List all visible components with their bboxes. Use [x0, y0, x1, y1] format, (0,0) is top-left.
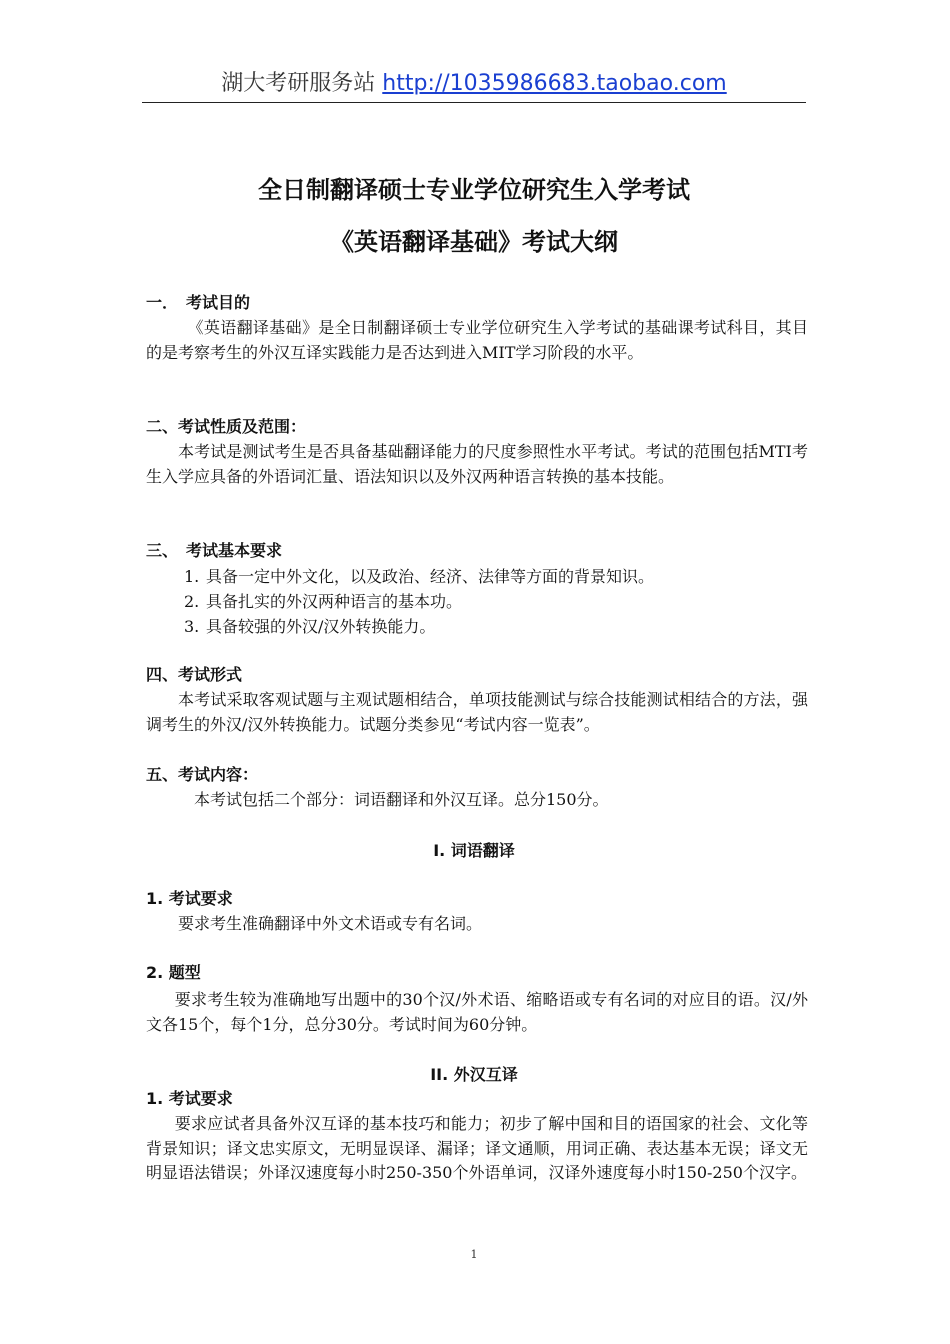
document-subtitle: 《英语翻译基础》考试大纲 [330, 228, 618, 256]
part-1-title: I. 词语翻译 [433, 841, 515, 860]
section-1-title: 考试目的 [186, 293, 251, 312]
section-5-body: 本考试包括二个部分：词语翻译和外汉互译。总分150分。 [194, 790, 609, 809]
section-1-number: 一． [146, 293, 179, 312]
list-item-text: 具备较强的外汉/汉外转换能力。 [206, 617, 436, 636]
header-divider [142, 102, 806, 103]
list-item [184, 566, 654, 588]
section-2-heading: 二、考试性质及范围： [146, 417, 307, 436]
page-header [142, 66, 806, 102]
list-item-number: 3. [184, 617, 200, 636]
section-4-body: 本考试采取客观试题与主观试题相结合，单项技能测试与综合技能测试相结合的方法，强调考生的外汉/汉外转换能力。试题分类参见“考试内容一览表”。 [146, 690, 808, 734]
section-1-heading [146, 292, 250, 314]
list-item-number: 1. [184, 567, 200, 586]
part-1-requirements-body: 要求考生准确翻译中外文术语或专有名词。 [178, 914, 483, 933]
list-item [184, 591, 462, 613]
section-1-body: 《英语翻译基础》是全日制翻译硕士专业学位研究生入学考试的基础课考试科目，其目的是考察考生的外汉互译实践能力是否达到进入MIT学习阶段的水平。 [146, 318, 808, 362]
list-item [184, 616, 435, 638]
list-item-text: 具备一定中外文化，以及政治、经济、法律等方面的背景知识。 [206, 567, 655, 586]
part-1-type-body: 要求考生较为准确地写出题中的30个汉/外术语、缩略语或专有名词的对应目的语。汉/外文各15个，每个1分，总分30分。考试时间为60分钟。 [146, 990, 808, 1034]
part-1-requirements-heading: 1. 考试要求 [146, 889, 233, 908]
section-2-body: 本考试是测试考生是否具备基础翻译能力的尺度参照性水平考试。考试的范围包括MTI考生入学应具备的外语词汇量、语法知识以及外汉两种语言转换的基本技能。 [146, 442, 808, 486]
section-3-number: 三、 [146, 541, 179, 560]
section-3-heading [146, 540, 282, 562]
taobao-link[interactable]: http://1035986683.taobao.com [382, 71, 727, 96]
part-2-title: II. 外汉互译 [430, 1065, 518, 1084]
section-4-heading: 四、考试形式 [146, 665, 243, 684]
page-number: 1 [470, 1248, 478, 1261]
document-title: 全日制翻译硕士专业学位研究生入学考试 [258, 176, 690, 204]
section-3-title: 考试基本要求 [186, 541, 283, 560]
section-5-heading: 五、考试内容： [146, 765, 259, 784]
part-1-type-heading: 2. 题型 [146, 963, 201, 982]
site-name: 湖大考研服务站 [221, 71, 383, 96]
part-2-requirements-heading: 1. 考试要求 [146, 1089, 233, 1108]
list-item-text: 具备扎实的外汉两种语言的基本功。 [206, 592, 463, 611]
part-2-requirements-body: 要求应试者具备外汉互译的基本技巧和能力；初步了解中国和目的语国家的社会、文化等背景知识；译文忠实原文，无明显误译、漏译；译文通顺，用词正确、表达基本无误；译文无明显语法错误；外译汉速度每小时250-350个外语单词，汉译外速度每小时150-250个汉字。 [146, 1114, 808, 1182]
list-item-number: 2. [184, 592, 200, 611]
